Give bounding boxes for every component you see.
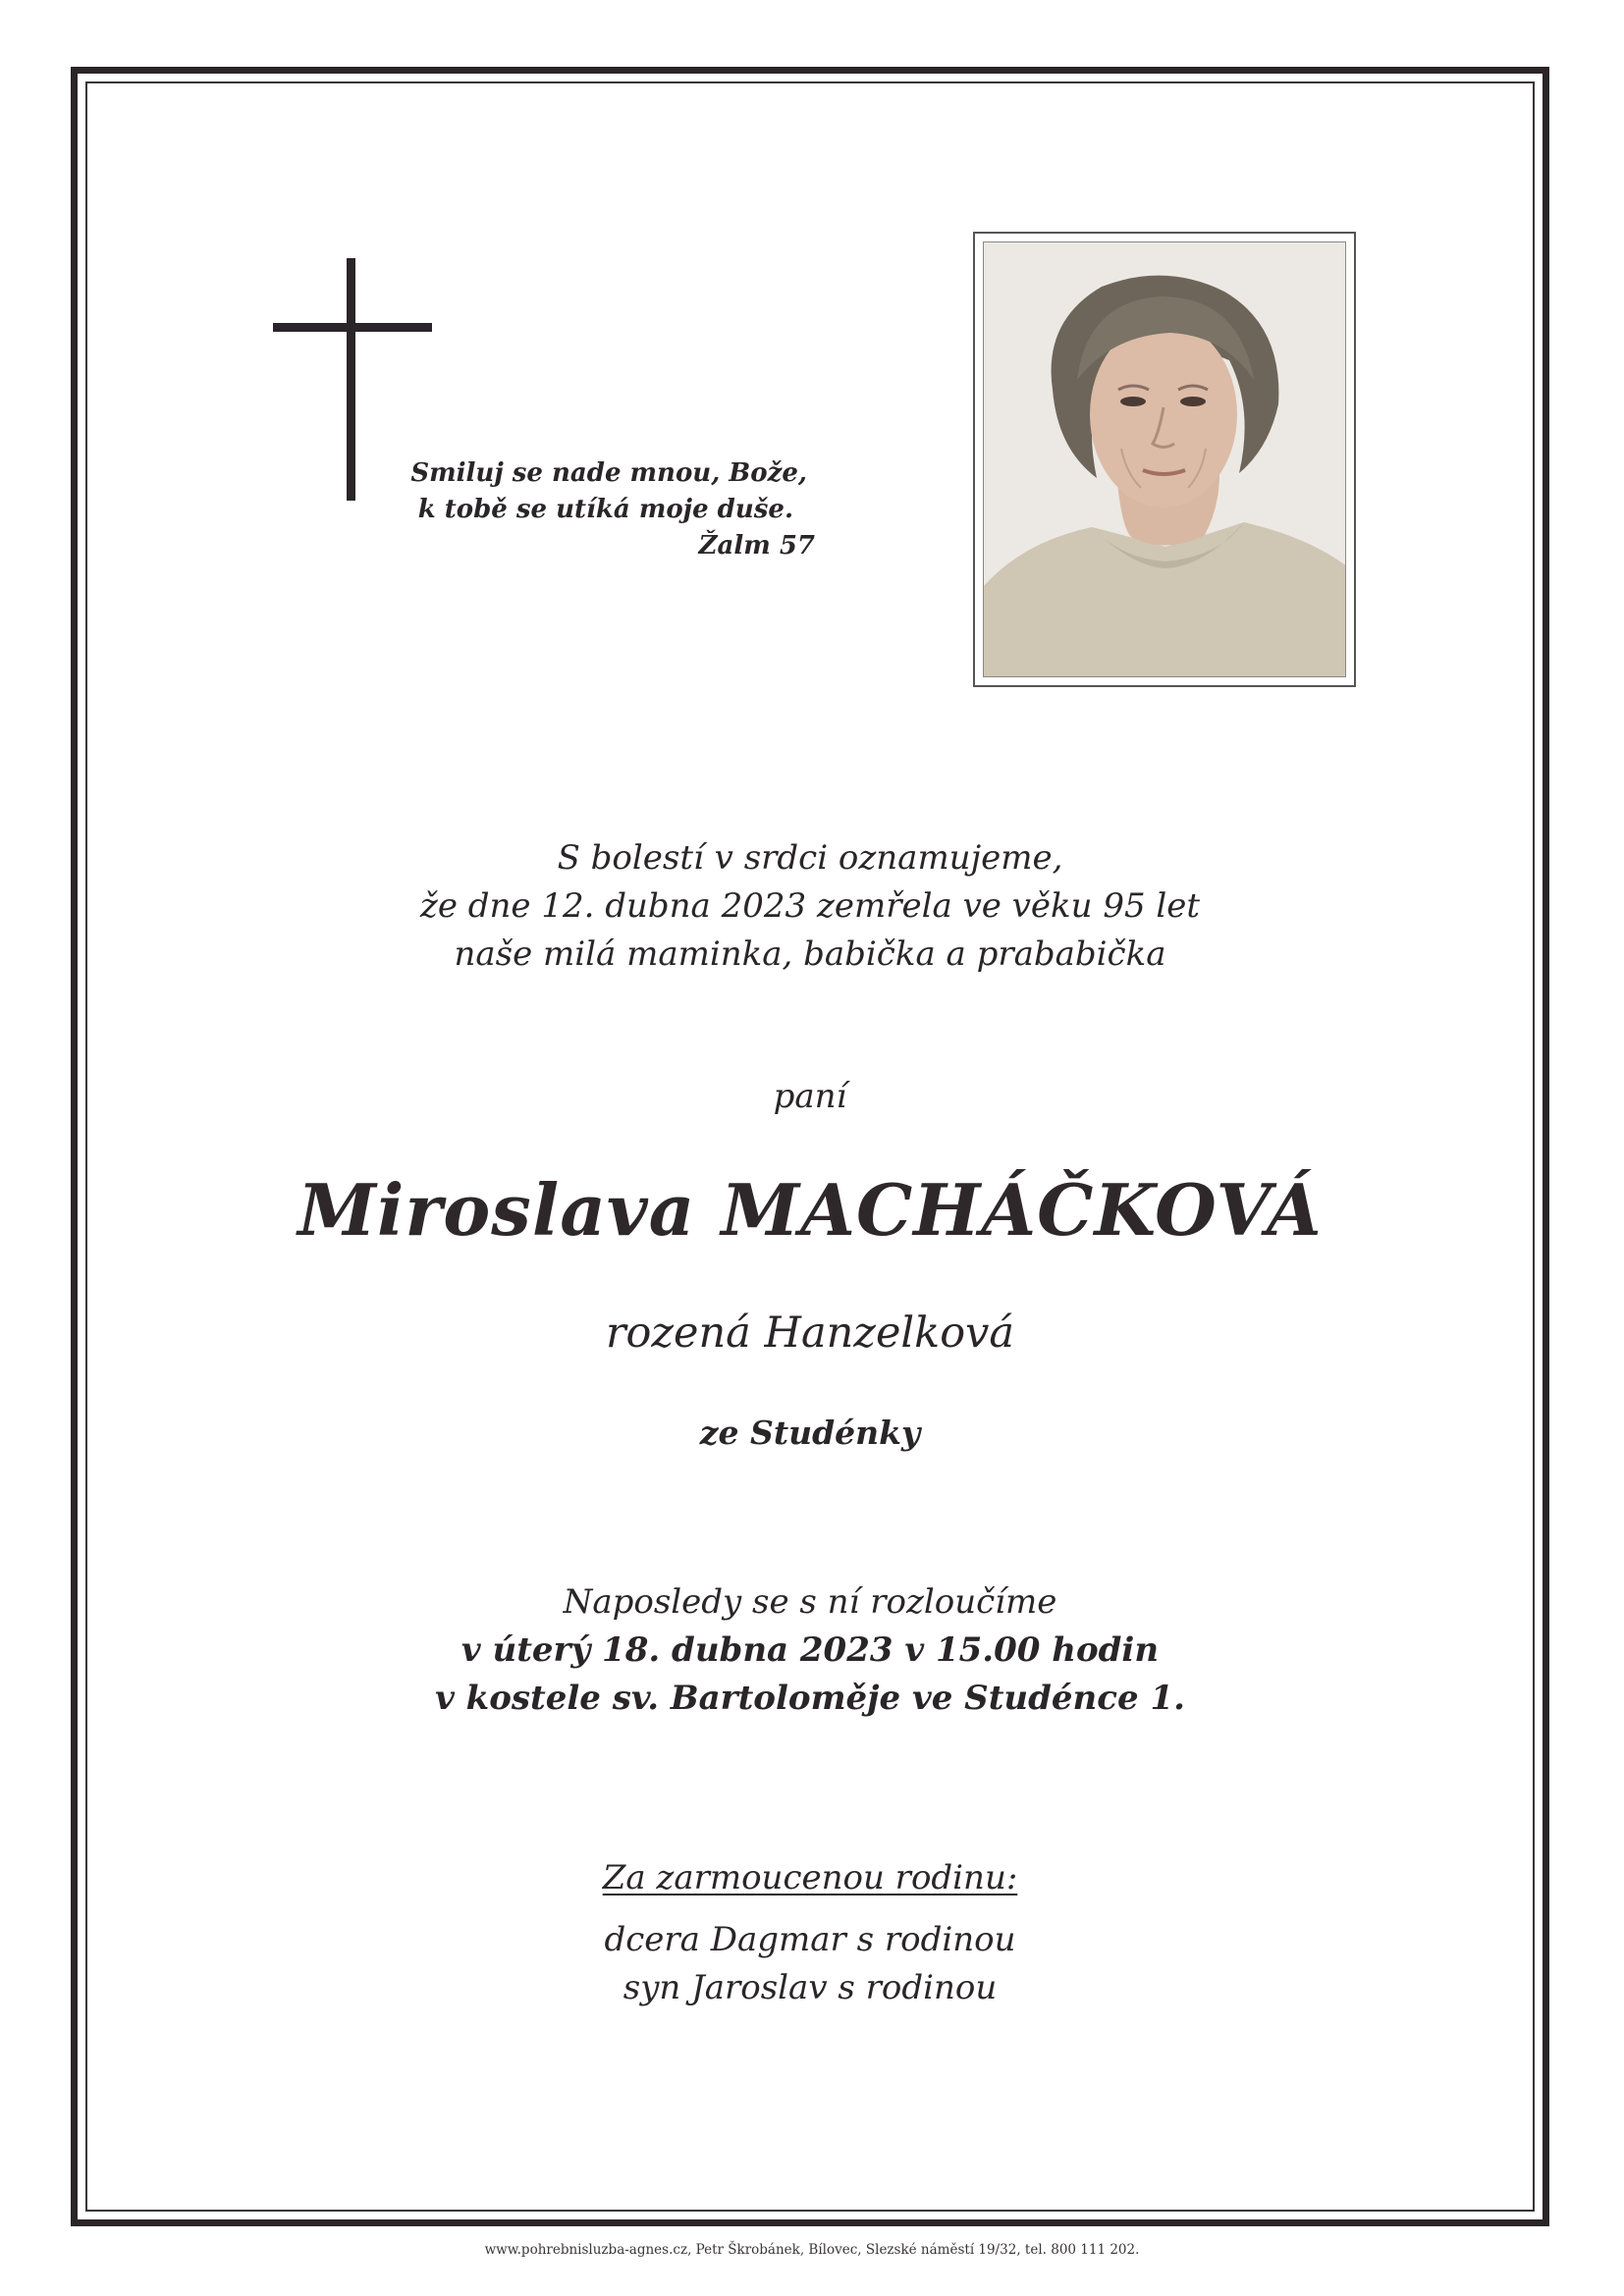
psalm-line-2: k tobě se utíká moje duše. [417, 495, 793, 524]
farewell-place: v kostele sv. Bartoloměje ve Studénce 1. [435, 1679, 1185, 1718]
family-member: syn Jaroslav s rodinou [623, 1968, 998, 2007]
psalm-reference: Žalm 57 [698, 531, 815, 561]
announcement-line-2: že dne 12. dubna 2023 zemřela ve věku 95 let [419, 886, 1201, 926]
origin: ze Studénky [699, 1414, 921, 1452]
announcement-line-1: S bolestí v srdci oznamujeme, [557, 838, 1063, 878]
family-member: dcera Dagmar s rodinou [604, 1920, 1016, 1959]
psalm-quote [393, 455, 815, 564]
farewell-date: v úterý 18. dubna 2023 v 15.00 hodin [460, 1630, 1160, 1670]
portrait-photo [983, 241, 1346, 677]
announcement-line-3: naše milá maminka, babička a prababička [454, 934, 1166, 974]
family-heading-text: Za zarmoucenou rodinu: [602, 1858, 1018, 1897]
deceased-name: Miroslava MACHÁČKOVÁ [298, 1168, 1323, 1252]
cross-icon [347, 258, 355, 501]
farewell-info [85, 1578, 1535, 1723]
honorific: paní [773, 1077, 847, 1116]
family-list [85, 1916, 1535, 2012]
footer-contact: www.pohrebnisluzba-agnes.cz, Petr Škrobánek, Bílovec, Slezské náměstí 19/32, tel. 800 111 202. [484, 2242, 1140, 2258]
psalm-line-1: Smiluj se nade mnou, Bože, [410, 458, 807, 488]
family-heading [85, 1855, 1535, 1900]
maiden-name: rozená Hanzelková [605, 1308, 1015, 1358]
announcement [85, 834, 1535, 979]
cross-icon-bar [273, 323, 432, 332]
farewell-line-1: Naposledy se s ní rozloučíme [563, 1582, 1057, 1622]
